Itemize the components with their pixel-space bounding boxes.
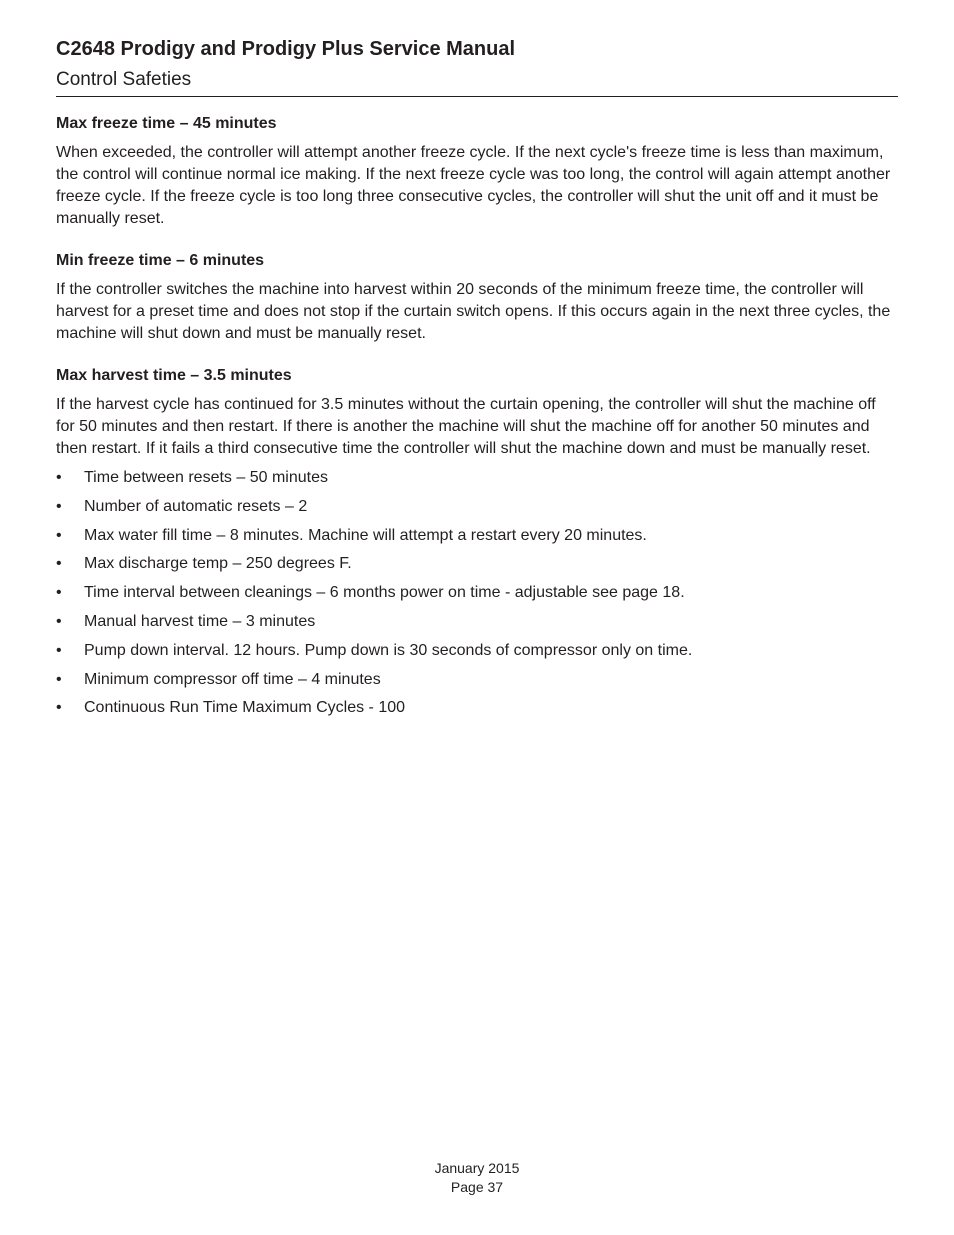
bullet-icon: • bbox=[56, 612, 62, 630]
document-page bbox=[56, 36, 898, 726]
safety-description: When exceeded, the controller will attempt another freeze cycle. If the next cycle's freeze time is less than maximum, the control will continue normal ice making. If the next freeze cycle was too long, the control will again attempt another freeze cycle. If the freeze cycle is too long three consecutive cycles, the controller will shut the unit off and it must be manually reset. bbox=[56, 144, 891, 227]
bullet-icon: • bbox=[56, 526, 62, 544]
list-item bbox=[56, 467, 898, 489]
section-title: Control Safeties bbox=[56, 69, 192, 90]
document-title: C2648 Prodigy and Prodigy Plus Service Manual bbox=[56, 38, 516, 60]
list-item-text: Time interval between cleanings – 6 months power on time - adjustable see page 18. bbox=[84, 584, 685, 602]
safety-section-max-freeze bbox=[56, 113, 898, 230]
safety-settings-list bbox=[56, 467, 898, 719]
bullet-icon: • bbox=[56, 699, 62, 717]
list-item bbox=[56, 669, 898, 691]
list-item-text: Minimum compressor off time – 4 minutes bbox=[84, 670, 381, 688]
list-item bbox=[56, 697, 898, 719]
bullet-icon: • bbox=[56, 469, 62, 486]
safety-heading: Min freeze time – 6 minutes bbox=[56, 252, 265, 269]
header-divider bbox=[56, 96, 898, 97]
list-item-text: Time between resets – 50 minutes bbox=[84, 469, 328, 486]
bullet-icon: • bbox=[56, 497, 62, 515]
footer-date: January 2015 bbox=[434, 1160, 520, 1176]
safety-section-max-harvest bbox=[56, 365, 898, 460]
bullet-icon: • bbox=[56, 641, 62, 659]
list-item-text: Max discharge temp – 250 degrees F. bbox=[84, 555, 352, 573]
list-item bbox=[56, 525, 898, 547]
list-item bbox=[56, 611, 898, 633]
bullet-icon: • bbox=[56, 670, 62, 688]
list-item-text: Manual harvest time – 3 minutes bbox=[84, 612, 316, 630]
safety-description: If the harvest cycle has continued for 3.5 minutes without the curtain opening, the controller will shut the machine off for 50 minutes and then restart. If there is another the machine will shut the machine off for another 50 minutes and then restart. If it fails a third consecutive time the controller will shut the machine down and must be manually reset. bbox=[56, 396, 876, 457]
safety-section-min-freeze bbox=[56, 250, 898, 345]
list-item-text: Continuous Run Time Maximum Cycles - 100 bbox=[84, 699, 406, 717]
list-item bbox=[56, 640, 898, 662]
list-item-text: Max water fill time – 8 minutes. Machine will attempt a restart every 20 minutes. bbox=[84, 526, 647, 544]
list-item bbox=[56, 496, 898, 518]
list-item-text: Number of automatic resets – 2 bbox=[84, 497, 308, 515]
list-item bbox=[56, 553, 898, 575]
bullet-icon: • bbox=[56, 584, 62, 602]
page-footer bbox=[0, 1159, 954, 1197]
bullet-icon: • bbox=[56, 555, 62, 573]
list-item-text: Pump down interval. 12 hours. Pump down is 30 seconds of compressor only on time. bbox=[84, 641, 693, 659]
safety-heading: Max freeze time – 45 minutes bbox=[56, 115, 277, 132]
safety-heading: Max harvest time – 3.5 minutes bbox=[56, 367, 292, 384]
safety-description: If the controller switches the machine into harvest within 20 seconds of the minimum freeze time, the controller will harvest for a preset time and does not stop if the curtain switch opens. If this occurs again in the next three cycles, the machine will shut down and must be manually reset. bbox=[56, 281, 891, 342]
page-number: Page 37 bbox=[450, 1179, 504, 1195]
list-item bbox=[56, 582, 898, 604]
